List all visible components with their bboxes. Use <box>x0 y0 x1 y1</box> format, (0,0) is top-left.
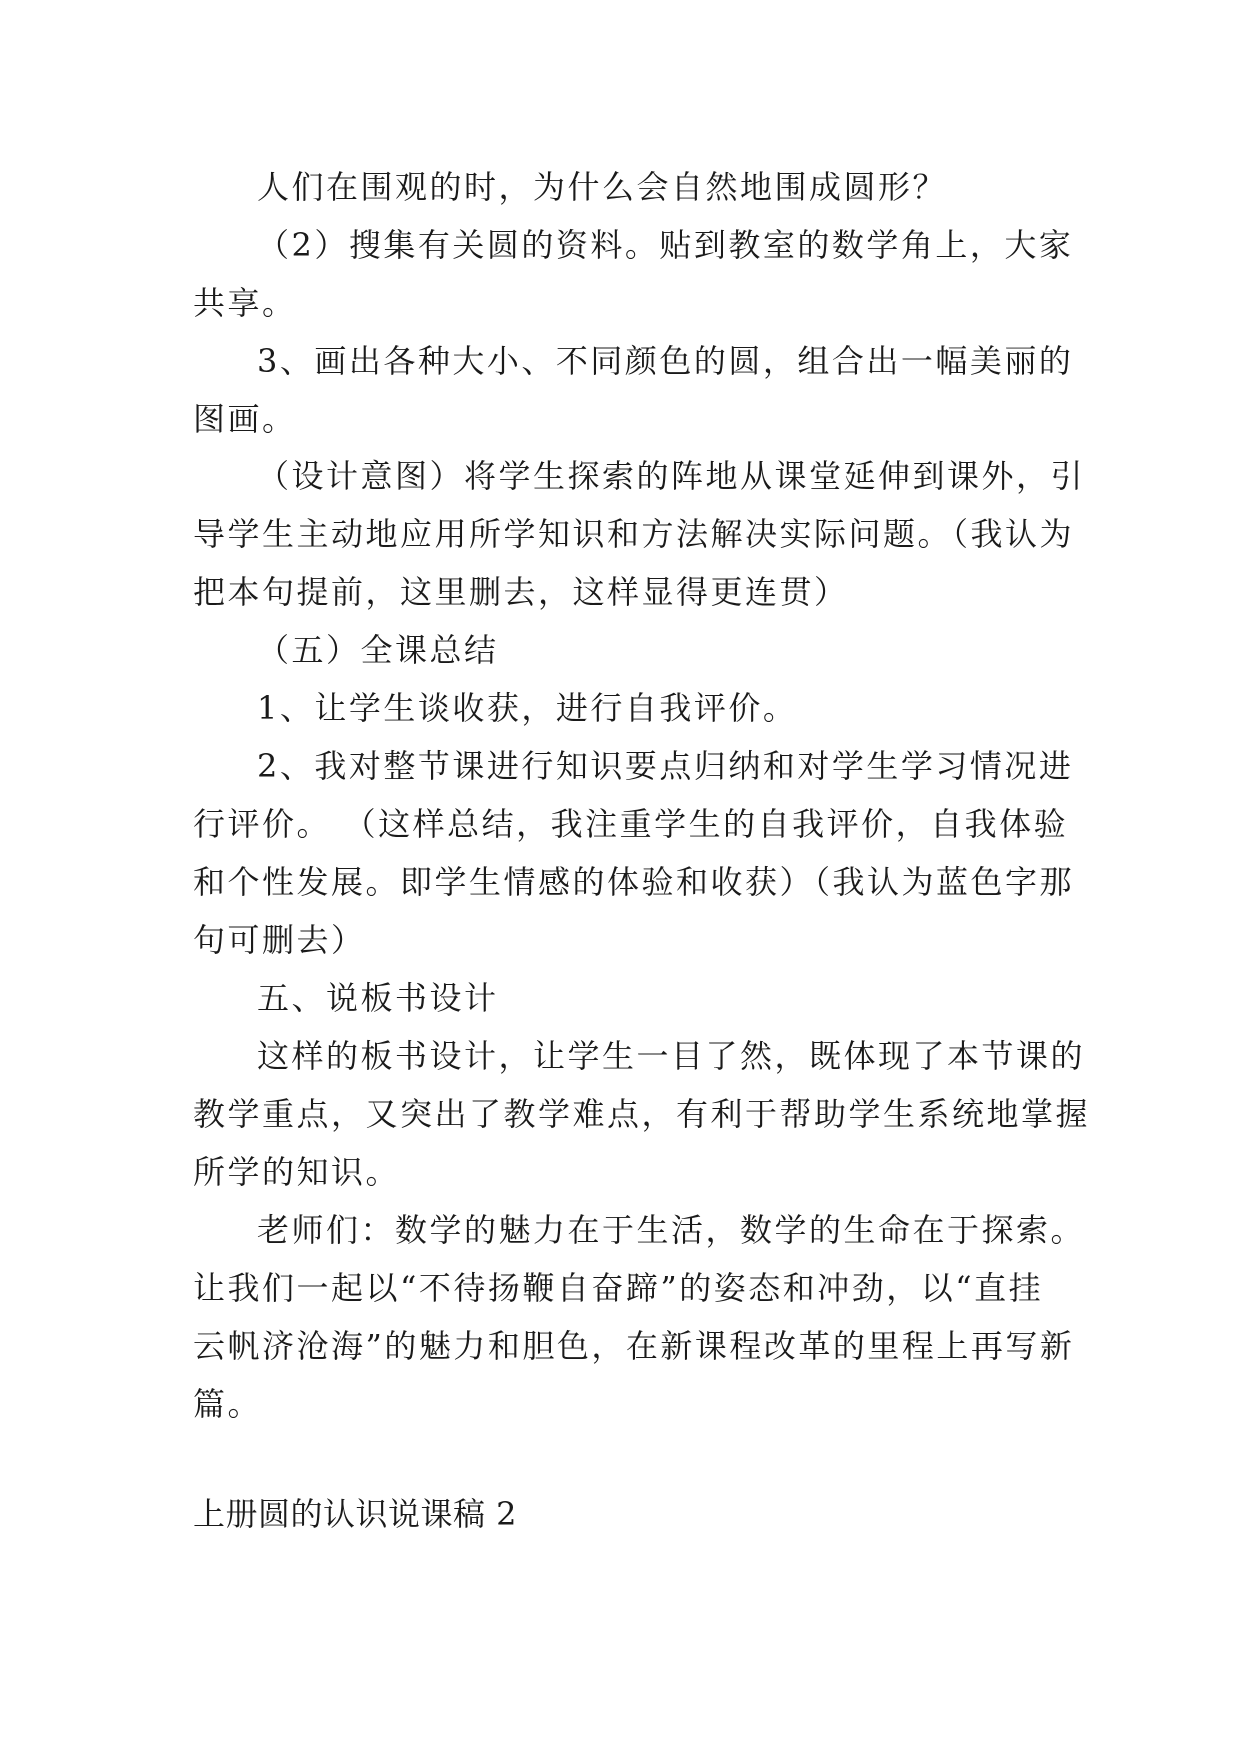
text-line: 1、让学生谈收获，进行自我评价。 <box>257 689 798 727</box>
text-line: 行评价。 （这样总结，我注重学生的自我评价，自我体验 <box>193 805 1069 843</box>
text-line: 句可删去） <box>193 921 366 959</box>
text-line: （五）全课总结 <box>257 631 499 669</box>
text-line: 云帆济沧海”的魅力和胆色，在新课程改革的里程上再写新 <box>193 1327 1075 1365</box>
text-line: 3、画出各种大小、不同颜色的圆，组合出一幅美丽的 <box>257 342 1074 380</box>
text-line: 图画。 <box>193 400 297 438</box>
text-line: （设计意图）将学生探索的阵地从课堂延伸到课外，引 <box>257 457 1086 495</box>
text-line: 2、我对整节课进行知识要点归纳和对学生学习情况进 <box>257 747 1074 785</box>
text-line: 导学生主动地应用所学知识和方法解决实际问题。（我认为 <box>193 515 1075 553</box>
text-line: 共享。 <box>193 284 297 322</box>
text-line: 教学重点，又突出了教学难点，有利于帮助学生系统地掌握 <box>193 1095 1091 1133</box>
text-line: 所学的知识。 <box>193 1153 401 1191</box>
text-line: 篇。 <box>193 1385 263 1423</box>
text-line: 和个性发展。即学生情感的体验和收获）（我认为蓝色字那 <box>193 863 1075 901</box>
text-line: 让我们一起以“不待扬鞭自奋蹄”的姿态和冲劲，以“直挂 <box>193 1269 1044 1307</box>
text-line: （2）搜集有关圆的资料。贴到教室的数学角上，大家 <box>257 226 1074 264</box>
section-title: 上册圆的认识说课稿 2 <box>193 1495 518 1533</box>
text-line: 这样的板书设计，让学生一目了然，既体现了本节课的 <box>257 1037 1086 1075</box>
text-line: 人们在围观的时，为什么会自然地围成圆形？ <box>257 168 948 206</box>
text-line: 老师们：数学的魅力在于生活，数学的生命在于探索。 <box>257 1211 1086 1249</box>
text-line: 把本句提前，这里删去，这样显得更连贯） <box>193 573 849 611</box>
text-line: 五、说板书设计 <box>257 979 499 1017</box>
